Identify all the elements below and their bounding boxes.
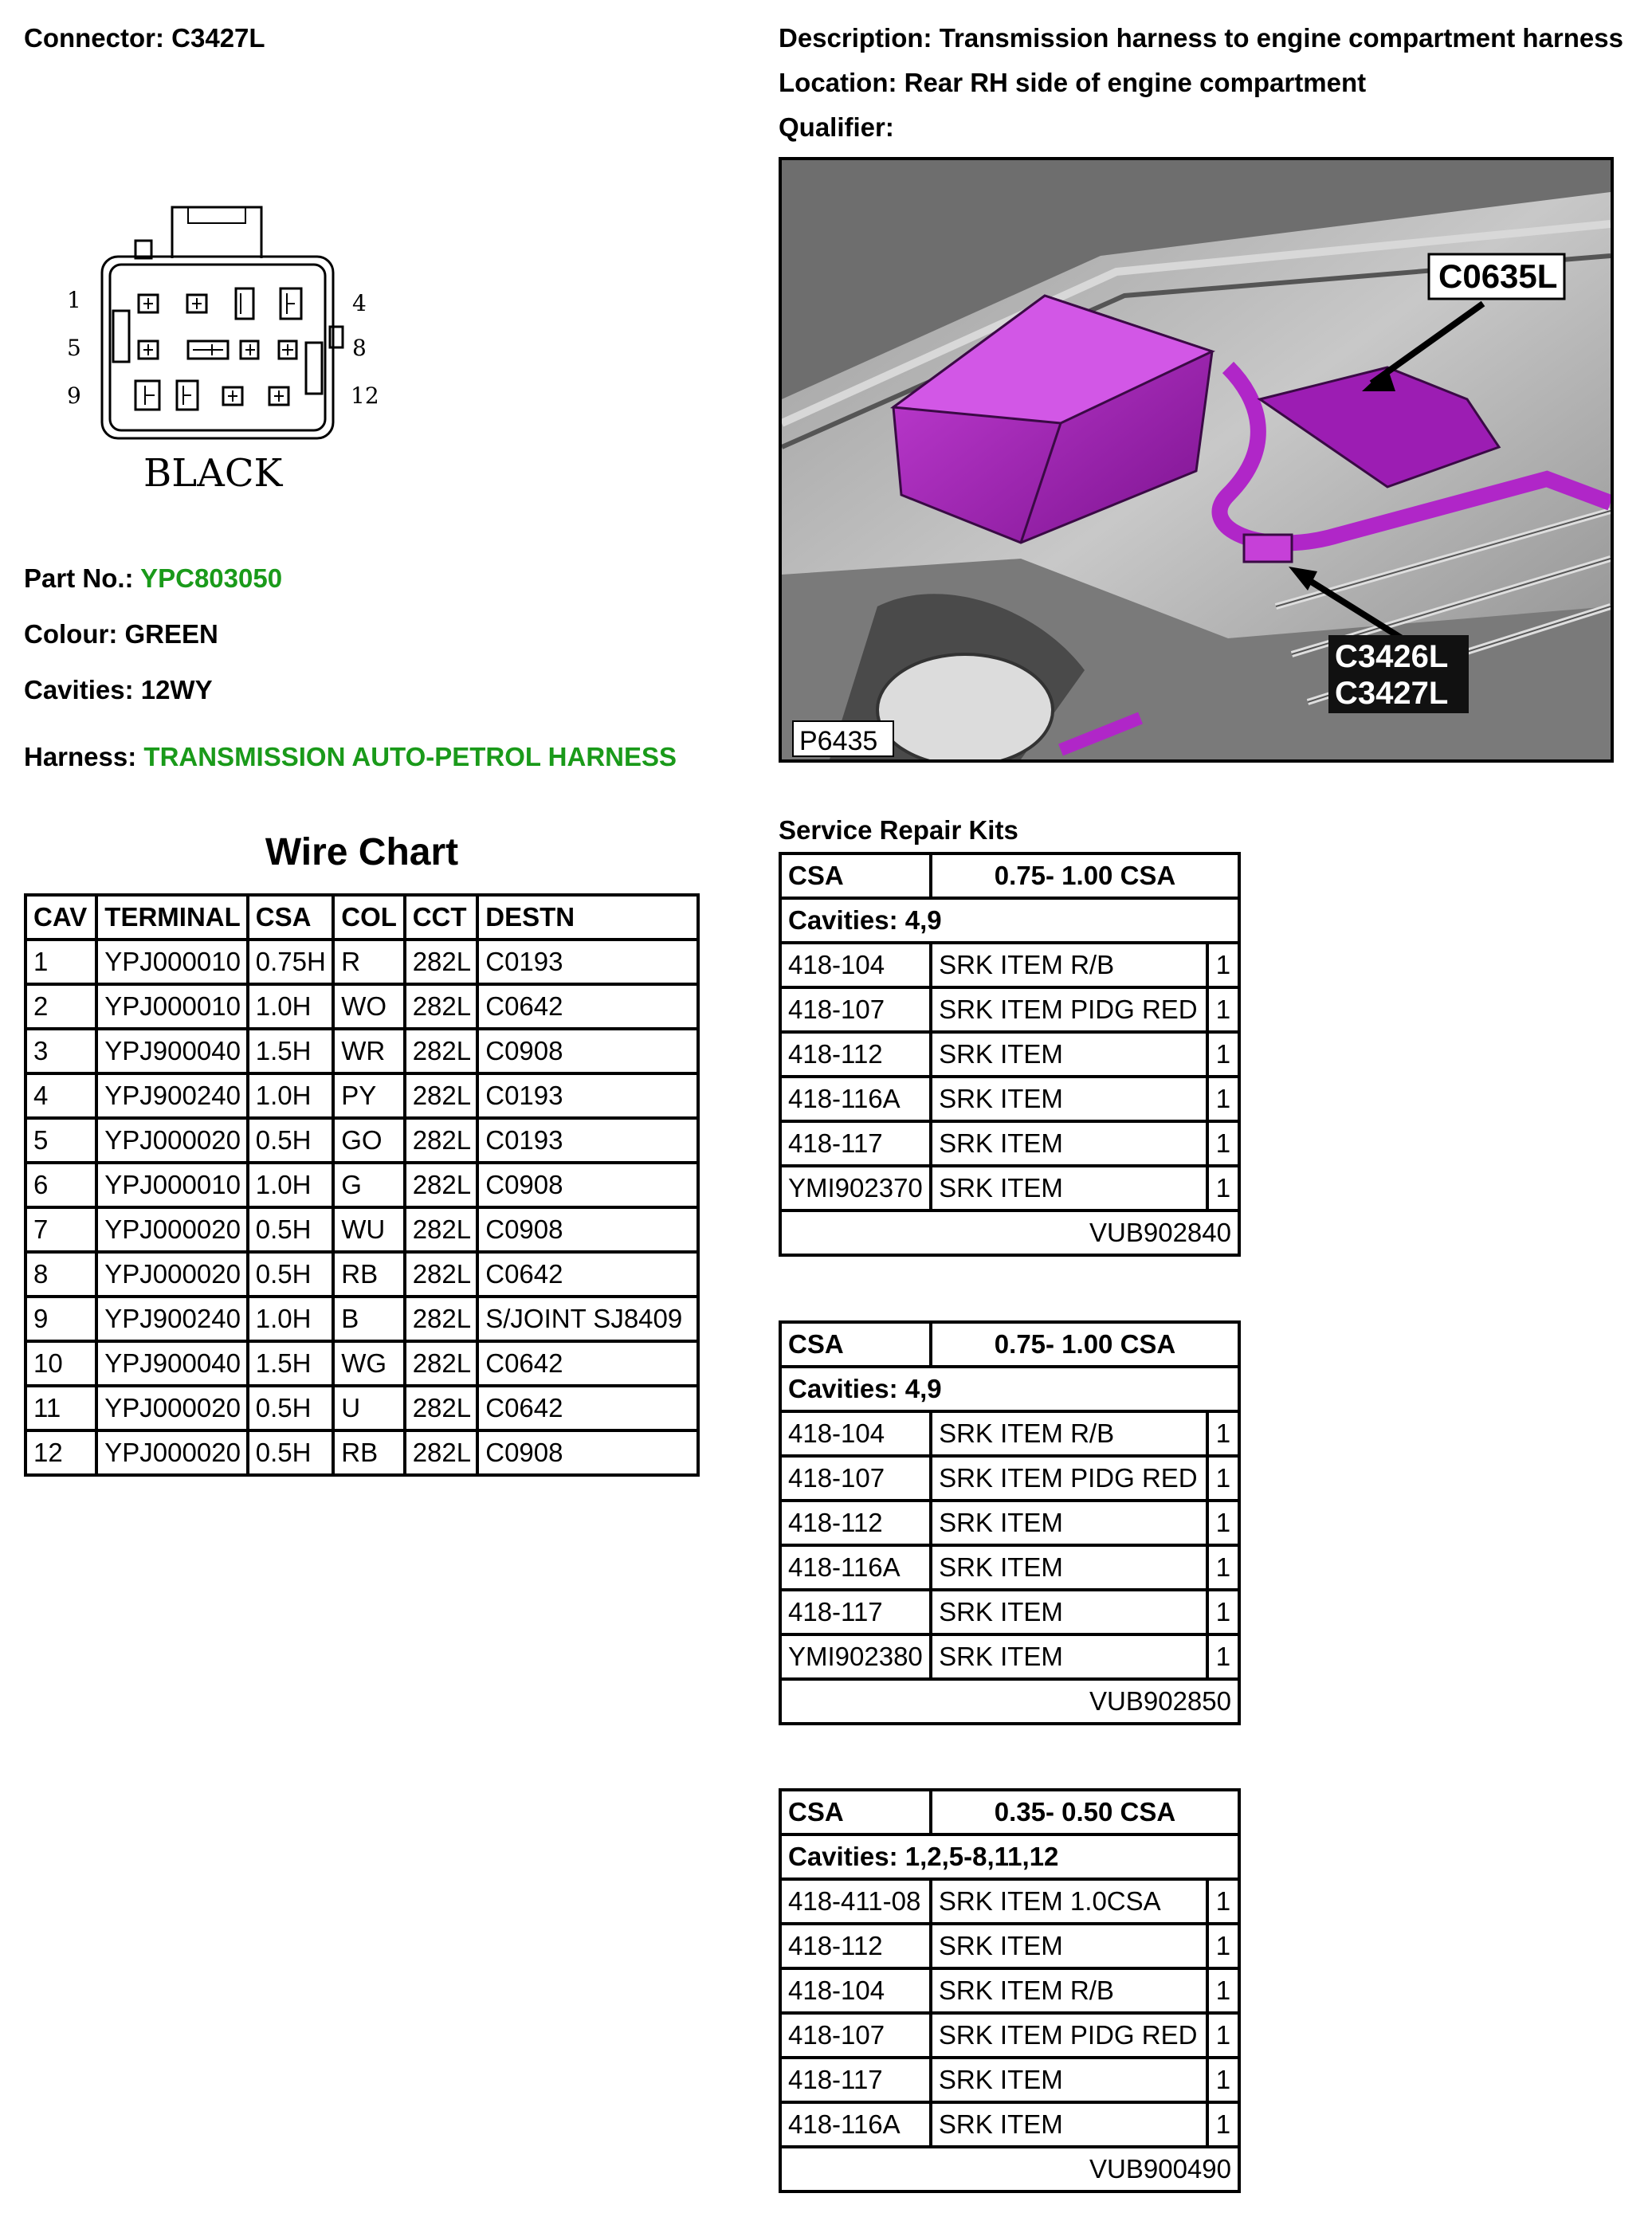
pin-label-1: 1 (67, 287, 81, 313)
kit-item-part: 418-112 (780, 1924, 931, 1968)
wire-chart-header-row (26, 895, 698, 940)
kit-item-desc: SRK ITEM (931, 1032, 1207, 1077)
cell-terminal: YPJ000010 (96, 940, 248, 984)
pin-label-8: 8 (352, 335, 367, 361)
cell-csa: 1.0H (248, 984, 333, 1029)
cell-cct: 282L (405, 1297, 478, 1341)
cell-cav: 10 (26, 1341, 96, 1386)
col-destn: DESTN (477, 895, 698, 940)
callout-c3426l: C3426L (1335, 639, 1449, 674)
cell-cct: 282L (405, 1341, 478, 1386)
cell-cct: 282L (405, 1118, 478, 1163)
kit-item-qty: 1 (1207, 1121, 1239, 1166)
kit-item-qty: 1 (1207, 1166, 1239, 1210)
cell-csa: 0.5H (248, 1207, 333, 1252)
kit-item-row (780, 1590, 1239, 1634)
wire-chart-row (26, 1073, 698, 1118)
kit-item-desc: SRK ITEM (931, 1924, 1207, 1968)
location-photo (779, 157, 1614, 763)
kit-item-part: 418-112 (780, 1501, 931, 1545)
cell-destn: C0908 (477, 1430, 698, 1475)
kit-item-row (780, 2102, 1239, 2147)
kit-cavities-row (780, 1834, 1239, 1879)
kit-cavities-row (780, 898, 1239, 943)
cell-cct: 282L (405, 1029, 478, 1073)
kit-item-desc: SRK ITEM PIDG RED (931, 2013, 1207, 2058)
kit-item-row (780, 1077, 1239, 1121)
cell-cav: 3 (26, 1029, 96, 1073)
cell-cct: 282L (405, 1430, 478, 1475)
kit-number: VUB902850 (780, 1679, 1239, 1724)
kit-item-qty: 1 (1207, 1634, 1239, 1679)
cell-csa: 0.75H (248, 940, 333, 984)
kit-item-qty: 1 (1207, 987, 1239, 1032)
cell-csa: 1.0H (248, 1073, 333, 1118)
kit-item-desc: SRK ITEM (931, 1634, 1207, 1679)
kit-item-qty: 1 (1207, 1411, 1239, 1456)
cell-terminal: YPJ000010 (96, 984, 248, 1029)
cell-destn: C0193 (477, 1073, 698, 1118)
cell-terminal: YPJ900040 (96, 1341, 248, 1386)
repair-kit-table (779, 852, 1241, 1257)
kit-item-qty: 1 (1207, 2013, 1239, 2058)
kit-item-desc: SRK ITEM PIDG RED (931, 1456, 1207, 1501)
kit-cavities: Cavities: 1,2,5-8,11,12 (780, 1834, 1239, 1879)
cell-terminal: YPJ000020 (96, 1386, 248, 1430)
cell-destn: S/JOINT SJ8409 (477, 1297, 698, 1341)
cell-terminal: YPJ000020 (96, 1252, 248, 1297)
kit-item-part: 418-116A (780, 1077, 931, 1121)
kit-item-desc: SRK ITEM (931, 1077, 1207, 1121)
description: Description: Transmission harness to engine compartment harness (779, 23, 1623, 53)
kit-item-desc: SRK ITEM (931, 2058, 1207, 2102)
kit-item-qty: 1 (1207, 1968, 1239, 2013)
cell-cav: 6 (26, 1163, 96, 1207)
cell-col: PY (333, 1073, 404, 1118)
col-csa: CSA (248, 895, 333, 940)
cell-cct: 282L (405, 984, 478, 1029)
cell-cct: 282L (405, 1163, 478, 1207)
pin-label-9: 9 (67, 383, 81, 409)
kit-item-part: YMI902380 (780, 1634, 931, 1679)
cell-terminal: YPJ000020 (96, 1118, 248, 1163)
wire-chart-table (24, 893, 700, 1477)
kit-item-part: 418-411-08 (780, 1879, 931, 1924)
cell-col: R (333, 940, 404, 984)
cell-terminal: YPJ000020 (96, 1207, 248, 1252)
cell-destn: C0642 (477, 1341, 698, 1386)
cell-csa: 0.5H (248, 1386, 333, 1430)
kit-number: VUB902840 (780, 1210, 1239, 1255)
cell-col: U (333, 1386, 404, 1430)
kit-item-qty: 1 (1207, 1879, 1239, 1924)
kit-item-qty: 1 (1207, 1501, 1239, 1545)
cell-destn: C0642 (477, 1386, 698, 1430)
pin-label-12: 12 (351, 383, 379, 409)
kit-item-part: 418-116A (780, 1545, 931, 1590)
photo-reference: P6435 (799, 726, 878, 756)
kit-item-row (780, 1501, 1239, 1545)
kit-item-part: 418-107 (780, 2013, 931, 2058)
kit-number-row (780, 1679, 1239, 1724)
cell-col: WO (333, 984, 404, 1029)
harness: Harness: TRANSMISSION AUTO-PETROL HARNESS (24, 742, 677, 771)
cell-col: WR (333, 1029, 404, 1073)
col-cav: CAV (26, 895, 96, 940)
qualifier: Qualifier: (779, 112, 894, 142)
part-number: Part No.: YPC803050 (24, 563, 283, 593)
kit-item-desc: SRK ITEM R/B (931, 1968, 1207, 2013)
kit-item-desc: SRK ITEM (931, 2102, 1207, 2147)
kit-item-row (780, 1968, 1239, 2013)
cell-terminal: YPJ000010 (96, 1163, 248, 1207)
kit-item-part: 418-104 (780, 943, 931, 987)
connector-face-diagram (56, 199, 390, 510)
cell-col: WU (333, 1207, 404, 1252)
kit-item-part: 418-104 (780, 1968, 931, 2013)
cell-destn: C0908 (477, 1163, 698, 1207)
kit-cavities-row (780, 1367, 1239, 1411)
col-cct: CCT (405, 895, 478, 940)
kit-csa-label: CSA (780, 853, 931, 898)
wire-chart-row (26, 1430, 698, 1475)
kit-item-part: 418-117 (780, 1590, 931, 1634)
cell-destn: C0908 (477, 1029, 698, 1073)
pin-label-4: 4 (352, 290, 367, 316)
kit-item-row (780, 1121, 1239, 1166)
wire-chart-row (26, 1163, 698, 1207)
kit-csa-value: 0.35- 0.50 CSA (931, 1790, 1239, 1834)
kit-item-row (780, 1545, 1239, 1590)
cell-col: RB (333, 1430, 404, 1475)
kit-item-qty: 1 (1207, 943, 1239, 987)
cell-csa: 1.5H (248, 1029, 333, 1073)
wire-chart-row (26, 1118, 698, 1163)
kit-item-part: YMI902370 (780, 1166, 931, 1210)
cell-csa: 0.5H (248, 1430, 333, 1475)
col-col: COL (333, 895, 404, 940)
cell-cav: 2 (26, 984, 96, 1029)
wire-chart-row (26, 1341, 698, 1386)
cell-terminal: YPJ900040 (96, 1029, 248, 1073)
kit-item-part: 418-107 (780, 1456, 931, 1501)
kit-header-row (780, 1790, 1239, 1834)
cell-cct: 282L (405, 1386, 478, 1430)
wire-chart-row (26, 940, 698, 984)
kit-item-qty: 1 (1207, 2058, 1239, 2102)
wire-chart-row (26, 984, 698, 1029)
cell-col: RB (333, 1252, 404, 1297)
cell-terminal: YPJ900240 (96, 1297, 248, 1341)
kit-csa-value: 0.75- 1.00 CSA (931, 1322, 1239, 1367)
cell-cav: 1 (26, 940, 96, 984)
kit-item-desc: SRK ITEM (931, 1590, 1207, 1634)
wire-chart-row (26, 1297, 698, 1341)
kit-csa-label: CSA (780, 1322, 931, 1367)
kit-number-row (780, 2147, 1239, 2191)
cell-cct: 282L (405, 940, 478, 984)
kit-item-part: 418-117 (780, 2058, 931, 2102)
kit-item-row (780, 1634, 1239, 1679)
cell-destn: C0642 (477, 984, 698, 1029)
kit-header-row (780, 853, 1239, 898)
cell-cav: 5 (26, 1118, 96, 1163)
cell-col: G (333, 1163, 404, 1207)
kit-item-qty: 1 (1207, 1545, 1239, 1590)
repair-kit-table (779, 1788, 1241, 2193)
kit-item-part: 418-116A (780, 2102, 931, 2147)
kit-item-row (780, 987, 1239, 1032)
cell-cav: 8 (26, 1252, 96, 1297)
kit-number-row (780, 1210, 1239, 1255)
kit-item-desc: SRK ITEM R/B (931, 1411, 1207, 1456)
cell-terminal: YPJ900240 (96, 1073, 248, 1118)
kit-item-row (780, 943, 1239, 987)
kit-item-row (780, 1032, 1239, 1077)
kit-csa-value: 0.75- 1.00 CSA (931, 853, 1239, 898)
kit-item-part: 418-112 (780, 1032, 931, 1077)
cell-cav: 4 (26, 1073, 96, 1118)
cell-terminal: YPJ000020 (96, 1430, 248, 1475)
cell-csa: 1.0H (248, 1163, 333, 1207)
kit-item-desc: SRK ITEM (931, 1501, 1207, 1545)
cell-cav: 9 (26, 1297, 96, 1341)
kit-item-desc: SRK ITEM (931, 1545, 1207, 1590)
wire-chart-row (26, 1386, 698, 1430)
kit-item-desc: SRK ITEM PIDG RED (931, 987, 1207, 1032)
cell-csa: 1.0H (248, 1297, 333, 1341)
kit-cavities: Cavities: 4,9 (780, 1367, 1239, 1411)
kit-item-row (780, 2013, 1239, 2058)
kit-item-row (780, 1924, 1239, 1968)
wire-chart-title: Wire Chart (265, 831, 459, 873)
kit-item-desc: SRK ITEM (931, 1121, 1207, 1166)
kit-number: VUB900490 (780, 2147, 1239, 2191)
kit-cavities: Cavities: 4,9 (780, 898, 1239, 943)
kit-item-row (780, 1879, 1239, 1924)
kit-item-qty: 1 (1207, 2102, 1239, 2147)
cell-cct: 282L (405, 1207, 478, 1252)
cell-destn: C0908 (477, 1207, 698, 1252)
cell-cav: 7 (26, 1207, 96, 1252)
cell-col: GO (333, 1118, 404, 1163)
cell-destn: C0193 (477, 1118, 698, 1163)
cell-destn: C0193 (477, 940, 698, 984)
cell-cav: 11 (26, 1386, 96, 1430)
colour: Colour: GREEN (24, 619, 218, 649)
wire-chart-row (26, 1207, 698, 1252)
location: Location: Rear RH side of engine compartment (779, 68, 1367, 97)
kit-item-desc: SRK ITEM (931, 1166, 1207, 1210)
kit-header-row (780, 1322, 1239, 1367)
callout-c3427l: C3427L (1335, 676, 1449, 711)
kit-item-part: 418-117 (780, 1121, 931, 1166)
col-terminal: TERMINAL (96, 895, 248, 940)
cell-cav: 12 (26, 1430, 96, 1475)
kit-item-qty: 1 (1207, 1077, 1239, 1121)
kit-item-desc: SRK ITEM R/B (931, 943, 1207, 987)
connector-id: Connector: C3427L (24, 23, 265, 53)
cell-col: WG (333, 1341, 404, 1386)
kit-item-qty: 1 (1207, 1032, 1239, 1077)
cavities: Cavities: 12WY (24, 675, 213, 704)
kit-item-qty: 1 (1207, 1456, 1239, 1501)
callout-c0635l: C0635L (1438, 257, 1558, 295)
kit-item-desc: SRK ITEM 1.0CSA (931, 1879, 1207, 1924)
kit-item-qty: 1 (1207, 1924, 1239, 1968)
service-repair-kits-title: Service Repair Kits (779, 815, 1018, 845)
wire-chart-row (26, 1252, 698, 1297)
cell-col: B (333, 1297, 404, 1341)
pin-label-5: 5 (67, 335, 81, 361)
repair-kit-table (779, 1320, 1241, 1725)
kit-item-row (780, 2058, 1239, 2102)
cell-csa: 0.5H (248, 1118, 333, 1163)
housing-colour-label: BLACK (143, 451, 283, 496)
cell-csa: 1.5H (248, 1341, 333, 1386)
cell-csa: 0.5H (248, 1252, 333, 1297)
cell-cct: 282L (405, 1252, 478, 1297)
kit-csa-label: CSA (780, 1790, 931, 1834)
wire-chart-row (26, 1029, 698, 1073)
kit-item-part: 418-104 (780, 1411, 931, 1456)
kit-item-row (780, 1411, 1239, 1456)
kit-item-row (780, 1166, 1239, 1210)
kit-item-row (780, 1456, 1239, 1501)
kit-item-part: 418-107 (780, 987, 931, 1032)
cell-destn: C0642 (477, 1252, 698, 1297)
kit-item-qty: 1 (1207, 1590, 1239, 1634)
cell-cct: 282L (405, 1073, 478, 1118)
